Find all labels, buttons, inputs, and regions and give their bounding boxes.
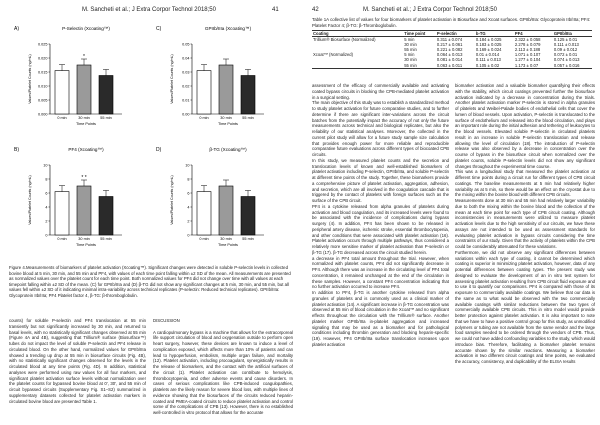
bar <box>55 192 69 235</box>
table-cell: 30 min <box>404 42 417 48</box>
right-right-column <box>455 83 595 422</box>
y-tick-label: 2 <box>187 219 190 224</box>
table-cell: 0.074 ± 0.013 <box>553 57 580 63</box>
x-tick-label: 55 min <box>242 116 254 120</box>
x-tick-label: 0 min <box>199 237 209 241</box>
table-cell: 0.01 ± 0.014 <box>475 52 500 58</box>
y-axis-label: Values/Platelet Counts (ng/mL) <box>170 175 174 225</box>
chart-panel-d <box>154 143 294 258</box>
x-tick-label: 30 min <box>220 116 232 120</box>
x-tick-label: 55 min <box>100 237 112 241</box>
table-caption: Table 1A collective list of values for four biomarkers of platelet activation in Biosurface and Xcoat surfaces. GPIIb/IIIa: Glycoprotein IIb/IIIa; PF4: Platelet Factor 4; β-TG: β-Thromboglobulin. <box>312 17 591 28</box>
table-cell: 55 min <box>404 62 417 68</box>
y-tick-label: 10 <box>43 163 48 168</box>
table-cell: 5 min <box>404 52 415 58</box>
panel-title: PF4 (Xcoating™) <box>68 147 104 152</box>
table-cell: 5 min <box>404 37 415 43</box>
significance-marker: * * <box>81 175 87 181</box>
y-tick-label: 4 <box>45 205 48 210</box>
table-cell: 1.071 ± 0.107 <box>514 52 541 58</box>
x-axis-label: Time Points <box>218 243 238 247</box>
x-tick-label: 55 min <box>100 116 112 120</box>
x-tick-label: 30 min <box>78 116 90 120</box>
y-tick-label: 0.020 <box>37 56 48 61</box>
y-tick-label: 8 <box>187 177 190 182</box>
table-header-cell: PF4 <box>514 31 523 36</box>
table-cell: 0.063 ± 0.011 <box>436 62 463 68</box>
table-cell: Xcoat™ (Normalized) <box>313 52 354 58</box>
panel-letter: C) <box>156 26 162 32</box>
table-row <box>312 63 592 69</box>
table-cell: 0.183 ± 0.025 <box>475 42 502 48</box>
chart-panel-c <box>154 22 294 137</box>
right-left-column <box>312 83 449 422</box>
y-tick-label: 0.04 <box>182 56 190 61</box>
discussion-text: DISCUSSION A cardiopulmonary bypass is a machine that allows for the extracorporeal life support circulation of blood and oxygenation outside to perform open heart surgery, however, these devices are known to induce a level of complication exposed, which affects more than 10% of patients and can lead to hypoperfusion, embolism, multiple organ failure, and mortality (12). Platelet activation, including procoagulant, synergistically results in the release of biomarkers, and the contact with the artificial surfaces of the circuit (1). Platelet activation can contribute to hemolysis, thrombocytopenia, and other adverse events and cause disorders. In cases of serious complications like CPB-induced coagulopathies, platelets are the likely reason for severe blood loss, with multiple lines of evidence showing that the biosurfaces of the circuits reduced heparin-coated and PMEA-coated circuits to reduce platelet activation and control some of the complications of CPB (13). However, there is no established well-controlled in vitro protocol that allows for the accurate <box>153 318 293 415</box>
y-tick-label: 0.05 <box>182 42 190 47</box>
page-number-right: 42 <box>312 7 319 13</box>
x-tick-label: 0 min <box>57 116 67 120</box>
table-header-cell: P-selectin <box>436 31 457 36</box>
table-cell: 1.277 ± 0.104 <box>514 57 541 63</box>
y-tick-label: 0.015 <box>37 70 48 75</box>
panel-title: GPIIb/IIIa (Xcoating™) <box>204 26 252 31</box>
table-cell: 0.169 ± 0.024 <box>475 47 502 53</box>
table-cell <box>312 63 403 69</box>
bar <box>197 71 211 114</box>
table-cell: 0.111 ± 0.013 <box>475 57 501 63</box>
table-cell: 0.081 ± 0.014 <box>436 57 463 63</box>
significance-marker: * <box>83 54 85 60</box>
table-cell: 2.278 ± 0.079 <box>514 42 541 48</box>
table-cell: 55 min <box>404 47 417 53</box>
table-cell: 2.322 ± 0.058 <box>514 37 541 43</box>
results-column <box>9 318 146 422</box>
x-axis-label: Time Points <box>76 243 96 247</box>
y-tick-label: 2 <box>45 219 48 224</box>
x-axis-label: Time Points <box>218 122 238 126</box>
table-cell: 0.111 ± 0.013 <box>553 42 579 48</box>
y-axis-label: Values/Platelet Counts (ng/mL) <box>28 54 32 104</box>
y-tick-label: 6 <box>45 191 48 196</box>
bar <box>99 197 113 236</box>
y-tick-label: 0.005 <box>37 98 48 103</box>
y-tick-label: 4 <box>187 205 190 210</box>
y-tick-label: 0.02 <box>182 84 190 89</box>
y-tick-label: 0.000 <box>37 112 48 117</box>
table-cell: 0.125 ± 0.01 <box>553 37 578 43</box>
y-tick-label: 0.01 <box>182 98 190 103</box>
y-tick-label: 0.025 <box>37 42 48 47</box>
table-header-cell: GPIIb/IIIa <box>553 31 572 36</box>
table-cell: 30 min <box>404 57 417 63</box>
panel-title: P-Selectin (Xcoating™) <box>62 26 110 31</box>
y-axis-label: Values/Platelet Counts (ng/mL) <box>28 175 32 225</box>
figure-caption: Figure 4.Measurements of biomarkers of platelet activation (Xcoating™). Significant changes were detected in soluble P-selectin levels in collected bovine blood at 5 min, 30 min, and 55 min and PF4, with values of each time point falling within ±2 SD of the mean. All measurements are presented as normalized values over the platelet count for each time point. Both normalized values for PF4 did not change over time with all values at each timepoint falling within ±2 SD of the mean. (C) for GPIIb/IIIa and (D) β-TG did not show any significant changes at 5 min, 30 min, and 55 min, but all values fell within ±2 SD of it indicating minimal intra-variability across technical replicates (P-selectin: Reduced technical replicates). GPIIb/IIIa: Glycoprotein IIb/IIIa; PF4 Platelet factor 4, β-TG: β-thromboglobulin. <box>9 265 291 298</box>
y-tick-label: 0.00 <box>182 112 190 117</box>
panel-letter: B) <box>14 147 19 153</box>
x-tick-label: 0 min <box>199 116 209 120</box>
discussion-column <box>153 318 293 422</box>
chart-panel-b <box>12 143 152 258</box>
right-page <box>300 0 600 425</box>
x-axis-label: Time Points <box>76 122 96 126</box>
page-number: 41 <box>272 7 279 13</box>
table-header-cell: b-TG <box>475 31 486 36</box>
table-cell: 0.064 ± 0.013 <box>436 52 463 58</box>
bar <box>99 76 113 115</box>
table-header-cell: Time point <box>404 31 426 36</box>
y-tick-label: 0 <box>187 233 190 238</box>
bar <box>241 76 255 115</box>
table-cell: 0.072 ± 0.01 <box>553 52 578 58</box>
running-header: M. Sancheti et al.; J Extra Corpor Technol 2018;50 <box>82 7 216 13</box>
table-cell: 0.217 ± 0.061 <box>436 42 463 48</box>
results-text: counts) for soluble P-selectin and PF4 translocation at 55 min transiently but not significantly increased by 30 min, and returned to basal levels, with no statistically significant changes observed at 55 min (Figure 4A and 4B), suggesting that Trillium® surface (Biosurface™) tubes do not impact the level of soluble P-selectin and PF4 release in circulated blood. On the other hand, normalized values for GPIIb/IIIa showed a trending up drop at 55 min in biosurface circuits (Fig. 4B), with no statistically significant changes observed for the levels in the circulated blood at any time points (Fig. 4D). In addition, statistical analyses were performed using raw values for all four markers, and significant platelet activation surface levels without normalization over the platelet counts for bypassed bovine blood at 0′, 30′, and 55 min of circuit bypassed circuits (Supplementary Fig. S1–S2) summarized in supplementary datasets collected for platelet activation markers in circulated bovine blood are presented Table 1. <box>9 318 146 404</box>
y-axis-label: Values/Platelet Counts (ng/mL) <box>170 54 174 104</box>
table-cell: 0.221 ± 0.082 <box>436 47 463 53</box>
bar <box>219 65 233 114</box>
bar <box>55 71 69 114</box>
y-tick-label: 0.03 <box>182 70 190 75</box>
table-header-cell: Coating <box>313 31 329 36</box>
y-tick-label: 0 <box>45 233 48 238</box>
right-left-text: assessment of the efficacy of commercially available and activating coated bypass circuits in blocking the CPB-mediated platelet activation in a surgical setting. The main objective of this study was to establish a standardized method to study platelet activation for future comparative studies, and to further determine if there are significant inter-variations across the circuit batches from the potentially impact the accuracy of not only the future measurements across technical and biological replicates, but also the reliability of our statistical analyses. Moreover, the collected in the current pilot study will allow for a future study sample size calculation that provides enough power for more reliable and reproducible comparative future evaluations across different types of biocoated CPB circuits. In this study, we measured platelet counts and the secretion and translocation levels of known and well-established biomarkers of platelet activation including P-selectin, GPIIb/IIIa, and soluble P-selectin at different time points of the study. Together, these biomarkers provide a comprehensive picture of platelet activation, aggregation, adhesion, and secretion, which are all involved in the coagulation cascade that is triggered by the contact of platelets with foreign surfaces such as the surface of the CPB circuit. PF4 is a cytokine released from alpha granules of platelets during activation and blood coagulation, and its increased levels were found to be associated with the incidence of complications during bypass surgery (4). In addition, PF4 has been shown to be released in peripheral artery disease, ischemic stroke, essential thrombocytopenia, and other conditions that were associated with platelet activation (16). Platelet activation occurs through multiple pathways, thus considered a relatively more sensitive marker of platelet activation than P-selectin or β-TG (17). β-TG decreased across the circuit studied herein. a decrease in PF4 total amount throughout the trial. However, when normalized with platelet counts, PF4 did not significantly decrease in PF4. Although there was an increase in the circulating level of PF4 total concentration, it remained unchanged at the end of the circulation in these samples. However, a constant PF4 concentration indicating that no further activation occurred to increase PF4. In addition to PF4, β-TG is another cytokine released from alpha granules of platelets and is commonly used as a clinical marker of platelet activation (14). A significant increase in β-TG concentration was observed at 55 min of blood circulation in the Xcoat™ and no significant effects throughout the circulation with the Trillium® surface. Another platelet marker GPIIb/IIIa in-platelet aggregation and increased signaling that may be used as a biomarker and for pathological conditions including thrombin generation and blocking heparin-specific (19). However, PF4 GPIIb/IIIa surface translocation increases upon platelet activation <box>312 83 449 347</box>
bar <box>241 197 255 236</box>
table-cell: 0.184 ± 0.025 <box>475 37 502 43</box>
panel-letter: A) <box>14 26 19 32</box>
table-cell: Trillium® Biosurface (Normalized) <box>313 37 376 43</box>
table-cell: 0.09 ± 0.012 <box>553 47 578 53</box>
bar <box>77 65 91 114</box>
right-right-text: biomarker activation and a valuable biomarker quantifying their effects with the stability, which circuit coatings prevented further the biosurface activation indicated by a decrease in concentration during the trials. Another platelet activation marker P-selectin is stored in alpha granules of platelets and Weibel-Palade bodies of endothelial cells that cover the lumen of blood vessels. Upon activation, P-selectin is translocated to the surface of endothelium and released into the blood circulation, and plays an important role during the initial adhesion and tethering of leukocytes to the blood vessels. Elevated soluble P-selectin in circulated platelets result in an increase in soluble P-selectin translocation and release allowing the level of circulation (18). The introduction of P-selectin release was also observed by a decrease in concentration over the course of bypass in the biosurface circuit when normalized over the platelet counts, soluble P-selectin levels did not show any significant changes throughout the experimental time course. This was a longitudinal study that measured the platelet activation at different time points during a circuit run for different types of CPB circuit coatings. The baseline measurements at 5 min had relatively higher variability as at 5 min, so there would be an effect on the cryostat due to the mixing within the bovine blood with different CPB circuits. Measurements done at 30 min and 55 min had relatively larger variability due to both the mixing within the bovine blood and the collection of the mean at each time point for each type of CPB circuit coating. Although inconsistencies in measurements were utilized to measure platelet activation levels due to the high sensitivity of our circuits, we have these assays are not intended to be used as assessment standards for evaluating platelet activation in bypass circuits considering the time constraints of our study. Given that the activity of platelets within the CPB could be considerably attenuated for these variations. Furthermore, we did not observe any significant differences between variations within each type of coating, it cannot be determined which coating is superior in minimizing platelet activation, however, data of any potential differences between coating types. The present study was designed to evaluate the development of an in vitro test system for assessing platelet activation resulting from CPB circuit fluid exposure and to use it to quantify our comparisons. PF4 is compared with those of its exposure to commercially available coatings. We believe that our data is the same as to what would be observed with the two commercially available coatings with similar reductions between the two types of commercially available CPB circuits. This in vitro model would provide better protection against platelet activation. It is also important to note that we have to have a positive control group for this study, as unmodified polymers or tubing are not available from the same vendor and the large food samples needed to be ordered through the vendors of CPB. Thus, we could not have added confounding variables to the study, which would introduce bias. Therefore, facilitating a biomarker platelet remains accurate shown by the similar reactions. Measuring a biomarker activation in two different circuit coatings and time points, we evaluated the accuracy, consistency, and duplicability of the ELISA results <box>455 83 595 364</box>
table-cell: 0.311 ± 0.074 <box>436 37 463 43</box>
table-cell: 0.105 ± 0.02 <box>475 62 500 68</box>
chart-panel-a <box>12 22 152 137</box>
table-cell: 2.113 ± 0.188 <box>514 47 541 53</box>
x-tick-label: 55 min <box>242 237 254 241</box>
bar <box>219 186 233 235</box>
y-tick-label: 10 <box>185 163 190 168</box>
table-cell: 0.057 ± 0.016 <box>553 62 580 68</box>
bar <box>77 186 91 235</box>
y-tick-label: 0.010 <box>37 84 48 89</box>
y-tick-label: 8 <box>45 177 48 182</box>
data-table <box>312 30 592 69</box>
bar <box>197 192 211 235</box>
table-cell: 1.173 ± 0.07 <box>514 62 539 68</box>
panel-letter: D) <box>156 147 162 153</box>
y-tick-label: 6 <box>187 191 190 196</box>
x-tick-label: 30 min <box>78 237 90 241</box>
x-tick-label: 30 min <box>220 237 232 241</box>
panel-title: β-TG (Xcoating™) <box>209 147 247 152</box>
x-tick-label: 0 min <box>57 237 67 241</box>
running-header-right: M. Sancheti et al.; J Extra Corpor Technol 2018;50 <box>363 7 497 13</box>
